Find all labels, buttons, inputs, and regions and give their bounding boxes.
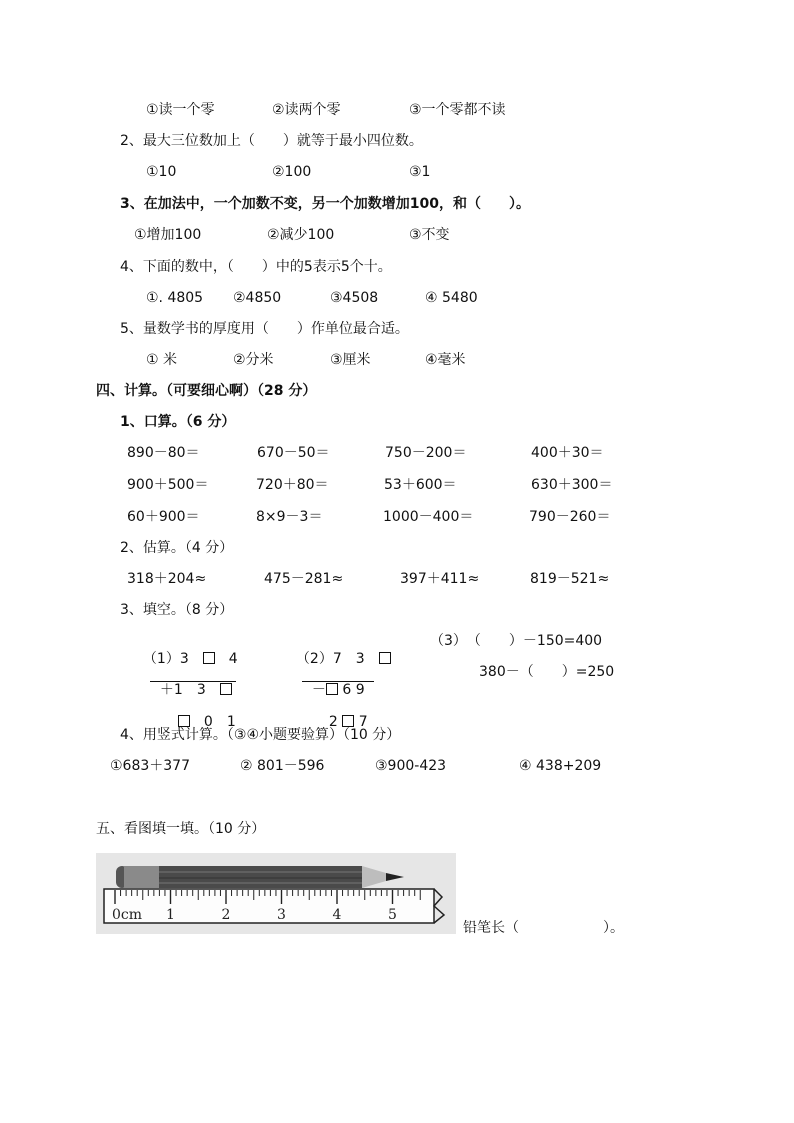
oral-calc-item: 670－50＝ bbox=[257, 445, 330, 461]
oral-calc-item: 890－80＝ bbox=[127, 445, 200, 461]
fill-1-line bbox=[150, 681, 236, 682]
oral-calc-item: 750－200＝ bbox=[385, 445, 467, 461]
q4-option-3: ③4508 bbox=[330, 290, 379, 306]
q1-option-2: ②读两个零 bbox=[272, 102, 341, 118]
q5-option-3: ③厘米 bbox=[330, 352, 371, 368]
part-4-title: 4、用竖式计算。（③④小题要验算）（10 分） bbox=[120, 727, 401, 743]
oral-calc-item: 400＋30＝ bbox=[531, 445, 604, 461]
oral-calc-item: 720＋80＝ bbox=[256, 477, 329, 493]
fill-1-top: （1）3 4 bbox=[142, 651, 238, 667]
ruler-label: 1 bbox=[166, 907, 175, 923]
fill-1-bottom: 0 1 bbox=[169, 695, 236, 731]
ruler-label: 4 bbox=[332, 907, 342, 923]
estimate-item: 475－281≈ bbox=[264, 571, 344, 587]
ruler-label: 5 bbox=[388, 907, 397, 923]
part-1-title: 1、口算。（6 分） bbox=[120, 414, 236, 430]
q4-option-2: ②4850 bbox=[233, 290, 282, 306]
estimate-item: 397＋411≈ bbox=[400, 571, 480, 587]
estimate-item: 318＋204≈ bbox=[127, 571, 207, 587]
vertical-calc-item: ③900-423 bbox=[375, 758, 447, 774]
pencil bbox=[116, 866, 404, 888]
part-3-title: 3、填空。（8 分） bbox=[120, 602, 234, 618]
oral-calc-item: 8×9－3＝ bbox=[256, 509, 323, 525]
q5-option-4: ④毫米 bbox=[425, 352, 466, 368]
vertical-calc-item: ①683＋377 bbox=[110, 758, 190, 774]
q2-stem: 2、最大三位数加上（ ）就等于最小四位数。 bbox=[120, 133, 423, 149]
q2-option-2: ②100 bbox=[272, 164, 312, 180]
fill-1-mid: ＋1 3 bbox=[151, 663, 232, 699]
oral-calc-item: 1000－400＝ bbox=[383, 509, 474, 525]
section-4-title: 四、计算。（可要细心啊）（28 分） bbox=[96, 383, 317, 399]
q5-option-2: ②分米 bbox=[233, 352, 274, 368]
q3-option-1: ①增加100 bbox=[134, 227, 202, 243]
estimate-item: 819－521≈ bbox=[530, 571, 610, 587]
blank-box[interactable] bbox=[220, 683, 232, 695]
q3-option-3: ③不变 bbox=[409, 227, 450, 243]
oral-calc-item: 790－260＝ bbox=[529, 509, 611, 525]
ruler-label: 3 bbox=[277, 907, 286, 923]
fill-3-line-1: （3） （ ）－150=400 bbox=[430, 633, 603, 649]
q2-option-1: ①10 bbox=[146, 164, 177, 180]
blank-box[interactable] bbox=[379, 652, 391, 664]
oral-calc-item: 60＋900＝ bbox=[127, 509, 200, 525]
fill-3-line-2: 380－（ ）=250 bbox=[479, 664, 615, 680]
q2-option-3: ③1 bbox=[409, 164, 431, 180]
q5-stem: 5、量数学书的厚度用（ ）作单位最合适。 bbox=[120, 321, 409, 337]
q3-option-2: ②减少100 bbox=[267, 227, 335, 243]
fill-2-top: （2）7 3 bbox=[287, 632, 391, 668]
ruler-label: 2 bbox=[221, 907, 231, 923]
section-5-title: 五、看图填一填。（10 分） bbox=[96, 821, 266, 837]
oral-calc-item: 630＋300＝ bbox=[531, 477, 613, 493]
vertical-calc-item: ② 801－596 bbox=[240, 758, 325, 774]
blank-box[interactable] bbox=[326, 683, 338, 695]
oral-calc-item: 900＋500＝ bbox=[127, 477, 209, 493]
q1-option-1: ①读一个零 bbox=[146, 102, 215, 118]
q4-stem: 4、下面的数中，（ ）中的5表示5个十。 bbox=[120, 259, 392, 275]
part-2-title: 2、估算。（4 分） bbox=[120, 540, 234, 556]
fill-2-bottom: 2 7 bbox=[328, 714, 368, 730]
fill-2-line bbox=[302, 681, 374, 682]
pencil-ferrule bbox=[124, 866, 159, 888]
pencil-length-answer: 铅笔长（ ）。 bbox=[463, 920, 624, 936]
q3-stem: 3、在加法中，一个加数不变，另一个加数增加100，和（ ）。 bbox=[120, 196, 530, 212]
vertical-calc-item: ④ 438+209 bbox=[519, 758, 602, 774]
q4-option-1: ①. 4805 bbox=[146, 290, 204, 306]
pencil-ruler-figure bbox=[96, 853, 456, 934]
q1-option-3: ③一个零都不读 bbox=[409, 102, 506, 118]
fill-2-mid: － 6 9 bbox=[311, 682, 365, 698]
q5-option-1: ① 米 bbox=[146, 352, 178, 368]
oral-calc-item: 53＋600＝ bbox=[384, 477, 457, 493]
q4-option-4: ④ 5480 bbox=[425, 290, 478, 306]
pencil-body bbox=[159, 866, 362, 888]
ruler-label: 0cm bbox=[111, 907, 143, 923]
